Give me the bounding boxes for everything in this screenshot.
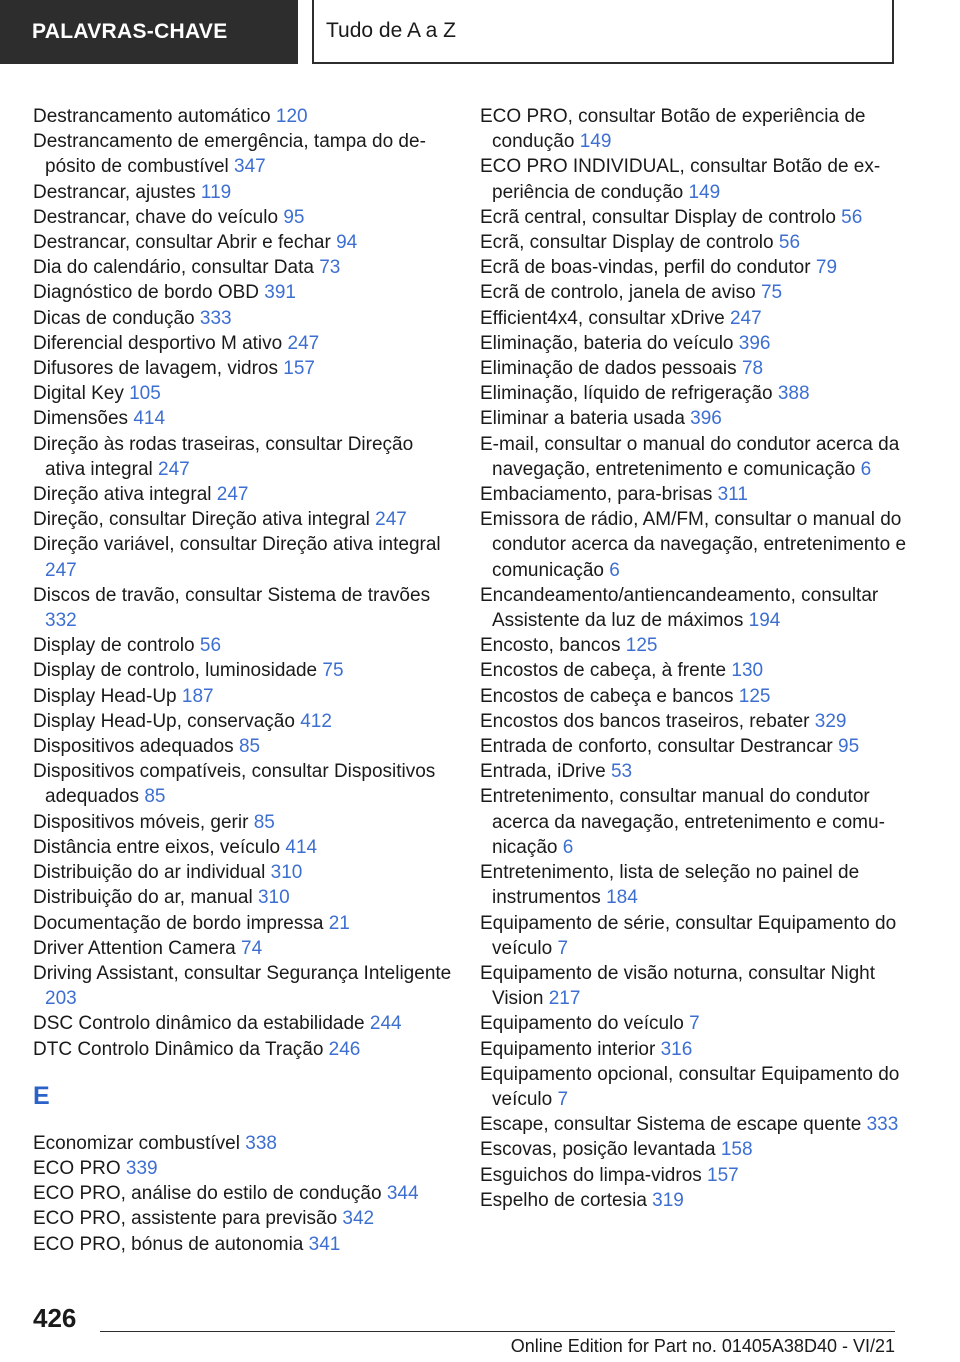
index-entry (480, 1112, 910, 1137)
page-reference-link[interactable]: 85 (144, 786, 166, 808)
index-term: Entrada de conforto, consultar Destrancar (480, 736, 833, 758)
index-term: Encandeamento/antiencandeamento, consultar Assistente da luz de máximos (480, 584, 879, 632)
header-subtitle: Tudo de A a Z (326, 19, 456, 42)
page-reference-link[interactable]: 119 (200, 181, 232, 203)
index-entry (33, 684, 453, 709)
index-term: E-mail, consultar o manual do condutor acerca da navegação, entretenimento e comunicação (480, 433, 900, 480)
index-term: Ecrã, consultar Display de controlo (480, 232, 774, 254)
index-term: Eliminar a bateria usada (480, 408, 685, 430)
index-entry (33, 306, 453, 331)
index-entry (480, 432, 910, 482)
index-term: Ecrã de controlo, janela de aviso (480, 282, 756, 304)
index-entry (33, 432, 453, 482)
page-reference-link[interactable]: 247 (158, 458, 190, 480)
index-entry (480, 356, 910, 381)
index-term: Digital Key (33, 383, 124, 405)
page-reference-link[interactable]: 414 (133, 408, 166, 430)
index-term: Distribuição do ar individual (33, 862, 266, 884)
page-reference-link[interactable]: 6 (860, 458, 872, 480)
page-reference-link[interactable]: 56 (199, 635, 222, 657)
index-term: Documentação de bordo impressa (33, 912, 324, 934)
index-entry (33, 507, 453, 532)
index-term: Dispositivos compatíveis, consultar Dispositivos adequados (33, 761, 436, 808)
index-term: Encostos de cabeça e bancos (480, 685, 734, 707)
index-term: Display Head-Up, conservação (33, 710, 295, 732)
page-reference-link[interactable]: 333 (199, 307, 232, 329)
page-reference-link[interactable]: 149 (579, 131, 612, 153)
page-reference-link[interactable]: 344 (386, 1183, 419, 1205)
page-reference-link[interactable]: 396 (738, 332, 771, 354)
index-entry (480, 255, 910, 280)
index-entry (33, 835, 453, 860)
index-entry (480, 381, 910, 406)
index-term: Dimensões (33, 408, 129, 430)
index-term: Direção variável, consultar Direção ativa integral (33, 534, 441, 556)
page-reference-link[interactable]: 149 (688, 181, 721, 203)
index-term: ECO PRO, análise do estilo de condução (33, 1183, 382, 1205)
index-term: Ecrã central, consultar Display de controlo (480, 206, 836, 228)
page-reference-link[interactable]: 158 (720, 1139, 753, 1161)
page-reference-link[interactable]: 310 (270, 862, 303, 884)
index-entry (33, 1181, 453, 1206)
page-reference-link[interactable]: 85 (253, 811, 275, 833)
index-entry (480, 205, 910, 230)
index-entry (480, 406, 910, 431)
page-reference-link[interactable]: 74 (241, 937, 263, 959)
index-term: Display Head-Up (33, 685, 177, 707)
page-reference-link[interactable]: 120 (275, 106, 308, 127)
index-term: Direção, consultar Direção ativa integral (33, 509, 370, 531)
index-entry (33, 1206, 453, 1231)
index-entry (33, 205, 453, 230)
index-entry (480, 658, 910, 683)
index-entry (33, 810, 453, 835)
page-reference-link[interactable]: 53 (610, 761, 633, 783)
page-reference-link[interactable]: 246 (328, 1038, 361, 1060)
index-term: Espelho de cortesia (480, 1189, 647, 1211)
page-reference-link[interactable]: 247 (729, 307, 762, 329)
index-term: Equipamento do veículo (480, 1013, 684, 1035)
index-column-right (480, 104, 910, 1213)
index-entry (480, 1188, 910, 1213)
index-entry (33, 1156, 453, 1181)
index-entry (33, 759, 453, 809)
page-reference-link[interactable]: 319 (652, 1189, 684, 1211)
page-reference-link[interactable]: 194 (748, 610, 781, 632)
page-reference-link[interactable]: 247 (45, 559, 77, 581)
index-entry (480, 306, 910, 331)
index-entry (33, 129, 453, 179)
page-reference-link[interactable]: 187 (181, 685, 214, 707)
page-reference-link[interactable]: 94 (336, 232, 358, 254)
page-reference-link[interactable]: 342 (342, 1208, 375, 1230)
index-entry (33, 1011, 453, 1036)
page-reference-link[interactable]: 341 (308, 1233, 341, 1255)
index-term: ECO PRO, consultar Botão de experiência de condução (480, 106, 866, 153)
index-term: Dia do calendário, consultar Data (33, 257, 314, 279)
index-entry (480, 331, 910, 356)
index-entry (480, 860, 910, 910)
index-entry (480, 734, 910, 759)
index-term: Eliminação, líquido de refrigeração (480, 383, 773, 405)
index-term: Diferencial desportivo M ativo (33, 332, 283, 354)
index-term: Eliminação de dados pessoais (480, 358, 737, 380)
page-reference-link[interactable]: 21 (328, 912, 350, 934)
page-reference-link[interactable]: 73 (319, 257, 341, 279)
index-term: Destrancar, consultar Abrir e fechar (33, 232, 331, 254)
page-reference-link[interactable]: 125 (625, 635, 658, 657)
page-reference-link[interactable]: 316 (660, 1038, 693, 1060)
index-term: ECO PRO (33, 1157, 121, 1179)
index-group-e (33, 1131, 453, 1257)
index-entry (480, 759, 910, 784)
index-entry (33, 180, 453, 205)
index-entry (480, 1037, 910, 1062)
index-entry (33, 1232, 453, 1257)
index-column-left (33, 104, 453, 1257)
index-entry (33, 583, 453, 633)
index-term: Eliminação, bateria do veículo (480, 332, 734, 354)
index-term: Driving Assistant, consultar Segurança Inteligente (33, 962, 452, 984)
page-reference-link[interactable]: 247 (375, 509, 407, 531)
page-reference-link[interactable]: 333 (866, 1114, 899, 1136)
page-reference-link[interactable]: 7 (557, 1088, 569, 1110)
section-letter: E (33, 1081, 50, 1110)
index-term: Equipamento de série, consultar Equipamento do veículo (480, 912, 897, 959)
index-entry (33, 885, 453, 910)
footer-edition: Online Edition for Part no. 01405A38D40 - VI/21 (510, 1336, 895, 1356)
header-subtitle-box (312, 0, 894, 64)
index-term: Driver Attention Camera (33, 937, 236, 959)
page-reference-link[interactable]: 56 (778, 232, 801, 254)
section-tab-label: PALAVRAS-CHAVE (32, 20, 228, 43)
index-entry (480, 961, 910, 1011)
index-term: Entrada, iDrive (480, 761, 606, 783)
page-number: 426 (33, 1303, 77, 1333)
index-entry (33, 633, 453, 658)
index-term: ECO PRO, bónus de autonomia (33, 1233, 304, 1255)
index-term: Difusores de lavagem, vidros (33, 358, 278, 380)
index-term: Encostos de cabeça, à frente (480, 660, 727, 682)
index-term: Entretenimento, consultar manual do condutor acerca da navegação, entretenimento e comunicação (480, 786, 885, 858)
page-reference-link[interactable]: 388 (777, 383, 810, 405)
page-reference-link[interactable]: 105 (129, 383, 161, 405)
index-entry (33, 911, 453, 936)
index-term: Equipamento de visão noturna, consultar Night Vision (480, 962, 876, 1010)
page-reference-link[interactable]: 311 (717, 484, 748, 506)
page-reference-link[interactable]: 56 (841, 206, 863, 228)
index-entry (480, 1011, 910, 1036)
index-entry (480, 154, 910, 204)
page-reference-link[interactable]: 217 (548, 988, 581, 1010)
index-entry (33, 709, 453, 734)
page-reference-link[interactable]: 7 (557, 937, 569, 959)
page-reference-link[interactable]: 347 (234, 156, 266, 178)
index-group-d (33, 104, 453, 1062)
index-entry (33, 1131, 453, 1156)
page-reference-link[interactable]: 247 (287, 332, 320, 354)
index-entry (33, 230, 453, 255)
index-term: Equipamento interior (480, 1038, 656, 1060)
index-term: Destrancamento automático (33, 106, 271, 127)
page-reference-link[interactable]: 157 (283, 358, 315, 380)
index-term: Distância entre eixos, veículo (33, 836, 281, 858)
index-entry (480, 784, 910, 860)
page-reference-link[interactable]: 130 (731, 660, 764, 682)
page-reference-link[interactable]: 329 (814, 710, 847, 732)
index-entry (33, 1037, 453, 1062)
index-term: Direção às rodas traseiras, consultar Direção ativa integral (33, 433, 414, 480)
index-term: Equipamento opcional, consultar Equipamento do veículo (480, 1063, 900, 1110)
index-term: ECO PRO INDIVIDUAL, consultar Botão de experiência de condução (480, 156, 881, 203)
index-entry (33, 961, 453, 1011)
index-term: Direção ativa integral (33, 484, 212, 506)
page-reference-link[interactable]: 203 (45, 988, 77, 1010)
index-term: Encostos dos bancos traseiros, rebater (480, 710, 810, 732)
index-term: ECO PRO, assistente para previsão (33, 1208, 338, 1230)
index-term: Destrancar, ajustes (33, 181, 196, 203)
index-term: Entretenimento, lista de seleção no painel de instrumentos (480, 862, 860, 909)
index-entry (33, 532, 453, 582)
index-entry (480, 709, 910, 734)
index-entry (33, 658, 453, 683)
index-term: Distribuição do ar, manual (33, 887, 253, 909)
index-term: Embaciamento, para-brisas (480, 484, 713, 506)
index-term: Destrancar, chave do veículo (33, 206, 279, 228)
index-term: Emissora de rádio, AM/FM, consultar o manual do condutor acerca da navegação, entretenimento e comunicação (480, 509, 907, 581)
index-entry (480, 633, 910, 658)
index-entry (480, 911, 910, 961)
index-term: Encosto, bancos (480, 635, 621, 657)
page-reference-link[interactable]: 157 (707, 1164, 739, 1186)
index-term: DTC Controlo Dinâmico da Tração (33, 1038, 324, 1060)
page-reference-link[interactable]: 78 (741, 358, 764, 380)
index-term: Display de controlo (33, 635, 195, 657)
index-entry (33, 406, 453, 431)
index-entry (33, 255, 453, 280)
page-reference-link[interactable]: 6 (609, 559, 620, 581)
index-entry (33, 381, 453, 406)
page-reference-link[interactable]: 85 (238, 736, 261, 758)
page-reference-link[interactable]: 391 (264, 282, 296, 304)
index-entry (480, 1062, 910, 1112)
page-reference-link[interactable]: 125 (738, 685, 771, 707)
index-term: Destrancamento de emergência, tampa do depósito de combustível (33, 131, 426, 178)
page-reference-link[interactable]: 7 (689, 1013, 700, 1035)
index-entry (480, 1137, 910, 1162)
index-group-e-continued (480, 104, 910, 1213)
index-term: Discos de travão, consultar Sistema de travões (33, 584, 431, 606)
page-reference-link[interactable]: 95 (283, 206, 305, 228)
index-entry (33, 104, 453, 129)
page-reference-link[interactable]: 310 (257, 887, 290, 909)
index-term: Ecrã de boas-vindas, perfil do condutor (480, 257, 811, 279)
index-term: Dispositivos móveis, gerir (33, 811, 249, 833)
index-entry (480, 507, 910, 583)
header-gap (298, 0, 312, 64)
index-entry (33, 331, 453, 356)
index-entry (33, 860, 453, 885)
index-entry (480, 583, 910, 633)
index-term: Economizar combustível (33, 1132, 240, 1154)
index-term: Dicas de condução (33, 307, 195, 329)
index-entry (33, 936, 453, 961)
index-entry (480, 280, 910, 305)
page-reference-link[interactable]: 396 (690, 408, 722, 430)
index-term: DSC Controlo dinâmico da estabilidade (33, 1013, 365, 1035)
page-reference-link[interactable]: 75 (322, 660, 344, 682)
index-entry (33, 356, 453, 381)
index-term: Diagnóstico de bordo OBD (33, 282, 260, 304)
index-term: Escape, consultar Sistema de escape quente (480, 1114, 862, 1136)
index-term: Display de controlo, luminosidade (33, 660, 318, 682)
page-reference-link[interactable]: 332 (45, 610, 77, 632)
page-reference-link[interactable]: 247 (216, 484, 249, 506)
index-term: Escovas, posição levantada (480, 1139, 716, 1161)
index-entry (480, 230, 910, 255)
page-reference-link[interactable]: 79 (815, 257, 838, 279)
page-reference-link[interactable]: 412 (300, 710, 332, 732)
page-reference-link[interactable]: 75 (760, 282, 783, 304)
footer-divider (100, 1331, 895, 1332)
index-entry (33, 734, 453, 759)
page-reference-link[interactable]: 95 (838, 736, 860, 758)
index-entry (480, 482, 910, 507)
page-reference-link[interactable]: 244 (369, 1013, 402, 1035)
index-term: Esguichos do limpa-vidros (480, 1164, 702, 1186)
page-reference-link[interactable]: 6 (562, 836, 574, 858)
page-reference-link[interactable]: 339 (125, 1157, 158, 1179)
index-entry (33, 482, 453, 507)
index-term: Dispositivos adequados (33, 736, 234, 758)
page-reference-link[interactable]: 414 (285, 836, 318, 858)
index-entry (480, 104, 910, 154)
page-reference-link[interactable]: 184 (606, 887, 638, 909)
index-entry (33, 280, 453, 305)
index-entry (480, 684, 910, 709)
page-reference-link[interactable]: 338 (245, 1132, 277, 1154)
section-tab (0, 0, 298, 64)
index-entry (480, 1163, 910, 1188)
index-term: Efficient4x4, consultar xDrive (480, 307, 725, 329)
